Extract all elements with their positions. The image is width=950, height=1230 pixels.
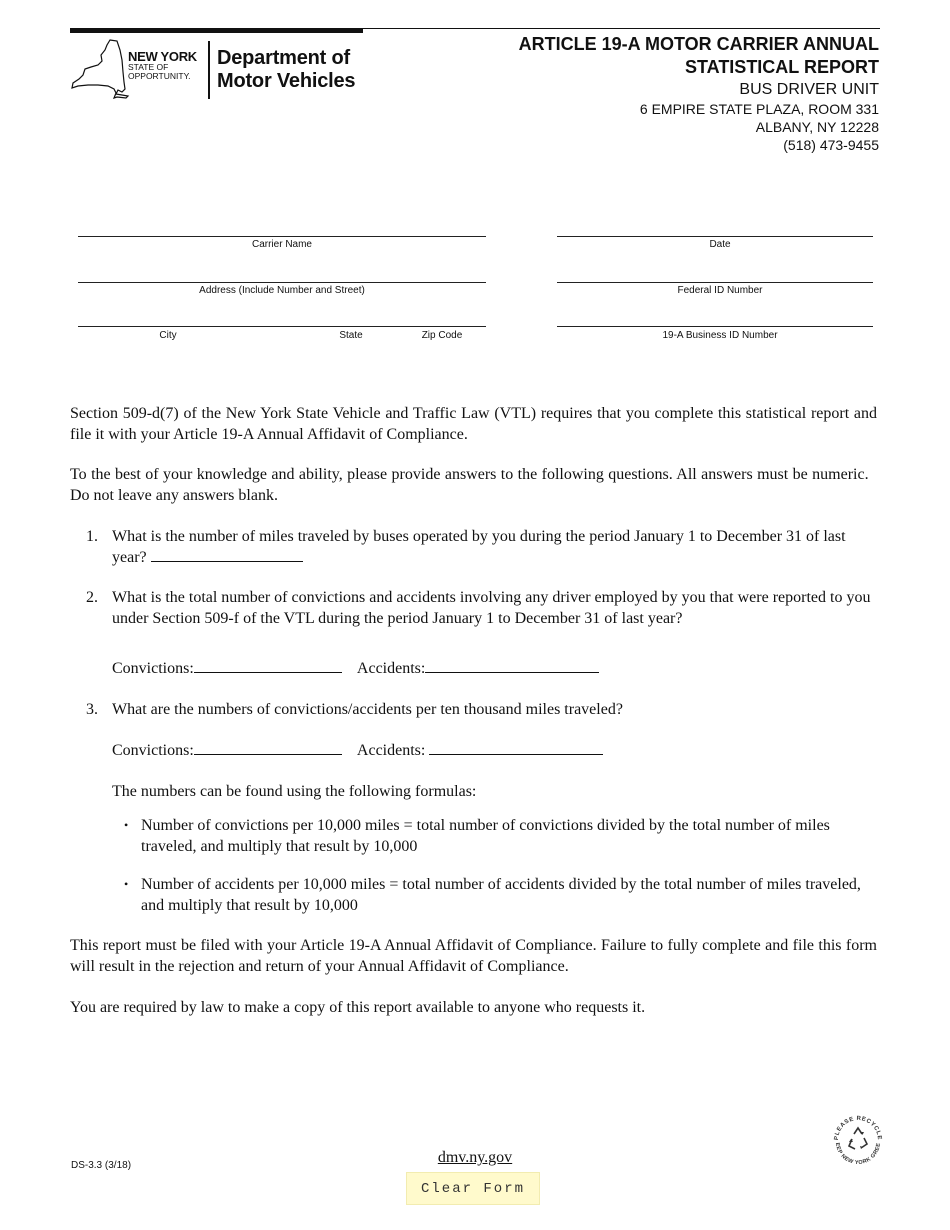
state-label: State <box>339 330 363 341</box>
question-1 <box>112 526 877 568</box>
filing-note: This report must be filed with your Article 19-A Annual Affidavit of Compliance. Failure to fully complete and file this form will result in the rejection and return of your Annual Affidavit of Compliance. <box>70 937 877 975</box>
q2-answers-row <box>112 658 599 679</box>
formula-convictions: Number of convictions per 10,000 miles = total number of convictions divided by the total number of miles traveled, and multiply that result by 10,000 <box>141 817 830 855</box>
header-thin-rule <box>363 28 880 29</box>
question-3-text: What are the numbers of convictions/accidents per ten thousand miles traveled? <box>112 701 623 718</box>
q3-convictions-input[interactable] <box>194 740 342 755</box>
instructions-no-blanks: Do not leave any answers blank. <box>70 487 278 504</box>
recycle-seal <box>828 1110 888 1170</box>
website-link-text: dmv.ny.gov <box>437 1149 513 1166</box>
ny-wordmark-line-1: STATE OF <box>128 62 169 72</box>
form-code: DS-3.3 (3/18) <box>71 1160 132 1171</box>
business-id-label: 19-A Business ID Number <box>662 330 778 341</box>
city-state-zip-input[interactable] <box>78 326 486 327</box>
nys-dmv-logo <box>70 38 370 102</box>
recycle-icon <box>828 1110 888 1170</box>
dmv-wordmark-line-1: Department of <box>217 47 350 69</box>
ny-wordmark-title: NEW YORK <box>128 49 197 64</box>
q3-convictions-label: Convictions: <box>112 742 194 759</box>
q2-convictions-input[interactable] <box>194 658 342 673</box>
address-line-1: 6 EMPIRE STATE PLAZA, ROOM 331 <box>639 101 879 117</box>
formula-accidents: Number of accidents per 10,000 miles = total number of accidents divided by the total number of miles traveled, and multiply that result by 10,000 <box>141 876 861 914</box>
form-header <box>519 33 879 154</box>
question-3-number: 3. <box>86 701 98 718</box>
date-input[interactable] <box>557 236 873 237</box>
phone-number: (518) 473-9455 <box>783 137 879 153</box>
ny-wordmark <box>128 50 197 81</box>
copy-note: You are required by law to make a copy of this report available to anyone who requests it. <box>70 999 646 1016</box>
city-label: City <box>159 330 177 341</box>
instructions-text: To the best of your knowledge and ability, please provide answers to the following questions. All answers must be numeric. <box>70 466 869 483</box>
question-2-text: What is the total number of convictions and accidents involving any driver employed by you that were reported to you under Section 509-f of the VTL during the period January 1 to December 31 of last year? <box>112 589 871 627</box>
address-line-2: ALBANY, NY 12228 <box>755 119 879 135</box>
new-york-state-outline-icon <box>70 38 130 102</box>
unit-name: BUS DRIVER UNIT <box>739 81 879 98</box>
bullet-2: • <box>124 877 129 891</box>
address-label: Address (Include Number and Street) <box>199 285 365 296</box>
clear-form-button[interactable]: Clear Form <box>406 1172 540 1205</box>
address-input[interactable] <box>78 282 486 283</box>
miles-traveled-input[interactable] <box>151 547 303 562</box>
q3-accidents-input[interactable] <box>429 740 603 755</box>
formulas-intro: The numbers can be found using the following formulas: <box>112 783 477 800</box>
bullet-1: • <box>124 818 129 832</box>
date-label: Date <box>709 239 731 250</box>
question-1-number: 1. <box>86 528 98 545</box>
dmv-wordmark-line-2: Motor Vehicles <box>217 70 356 92</box>
carrier-name-label: Carrier Name <box>251 239 312 250</box>
form-title-line-2: STATISTICAL REPORT <box>684 57 879 77</box>
website-link[interactable] <box>0 1149 950 1167</box>
carrier-name-input[interactable] <box>78 236 486 237</box>
business-id-input[interactable] <box>557 326 873 327</box>
question-1-text: What is the number of miles traveled by buses operated by you during the period January 1 to December 31 of last year? <box>112 528 846 566</box>
recycle-bottom-text: EEP NEW YORK GREE <box>833 1142 883 1167</box>
dmv-wordmark <box>217 47 355 93</box>
logo-divider <box>208 41 210 99</box>
q3-accidents-label: Accidents: <box>356 742 426 759</box>
q2-accidents-input[interactable] <box>425 658 599 673</box>
intro-paragraph: Section 509-d(7) of the New York State Vehicle and Traffic Law (VTL) requires that you complete this statistical report and file it with your Article 19-A Annual Affidavit of Compliance. <box>70 405 877 443</box>
federal-id-input[interactable] <box>557 282 873 283</box>
question-2-number: 2. <box>86 589 98 606</box>
q2-accidents-label: Accidents: <box>356 660 426 677</box>
federal-id-label: Federal ID Number <box>677 285 763 296</box>
zip-code-label: Zip Code <box>421 330 463 341</box>
q2-convictions-label: Convictions: <box>112 660 194 677</box>
instructions-paragraph <box>70 464 877 506</box>
q3-answers-row <box>112 740 603 761</box>
header-thick-rule <box>70 28 363 33</box>
ny-wordmark-line-2: OPPORTUNITY. <box>128 71 191 81</box>
recycle-top-text: PLEASE RECYCLE <box>833 1115 883 1141</box>
form-title-line-1: ARTICLE 19-A MOTOR CARRIER ANNUAL <box>518 34 879 54</box>
